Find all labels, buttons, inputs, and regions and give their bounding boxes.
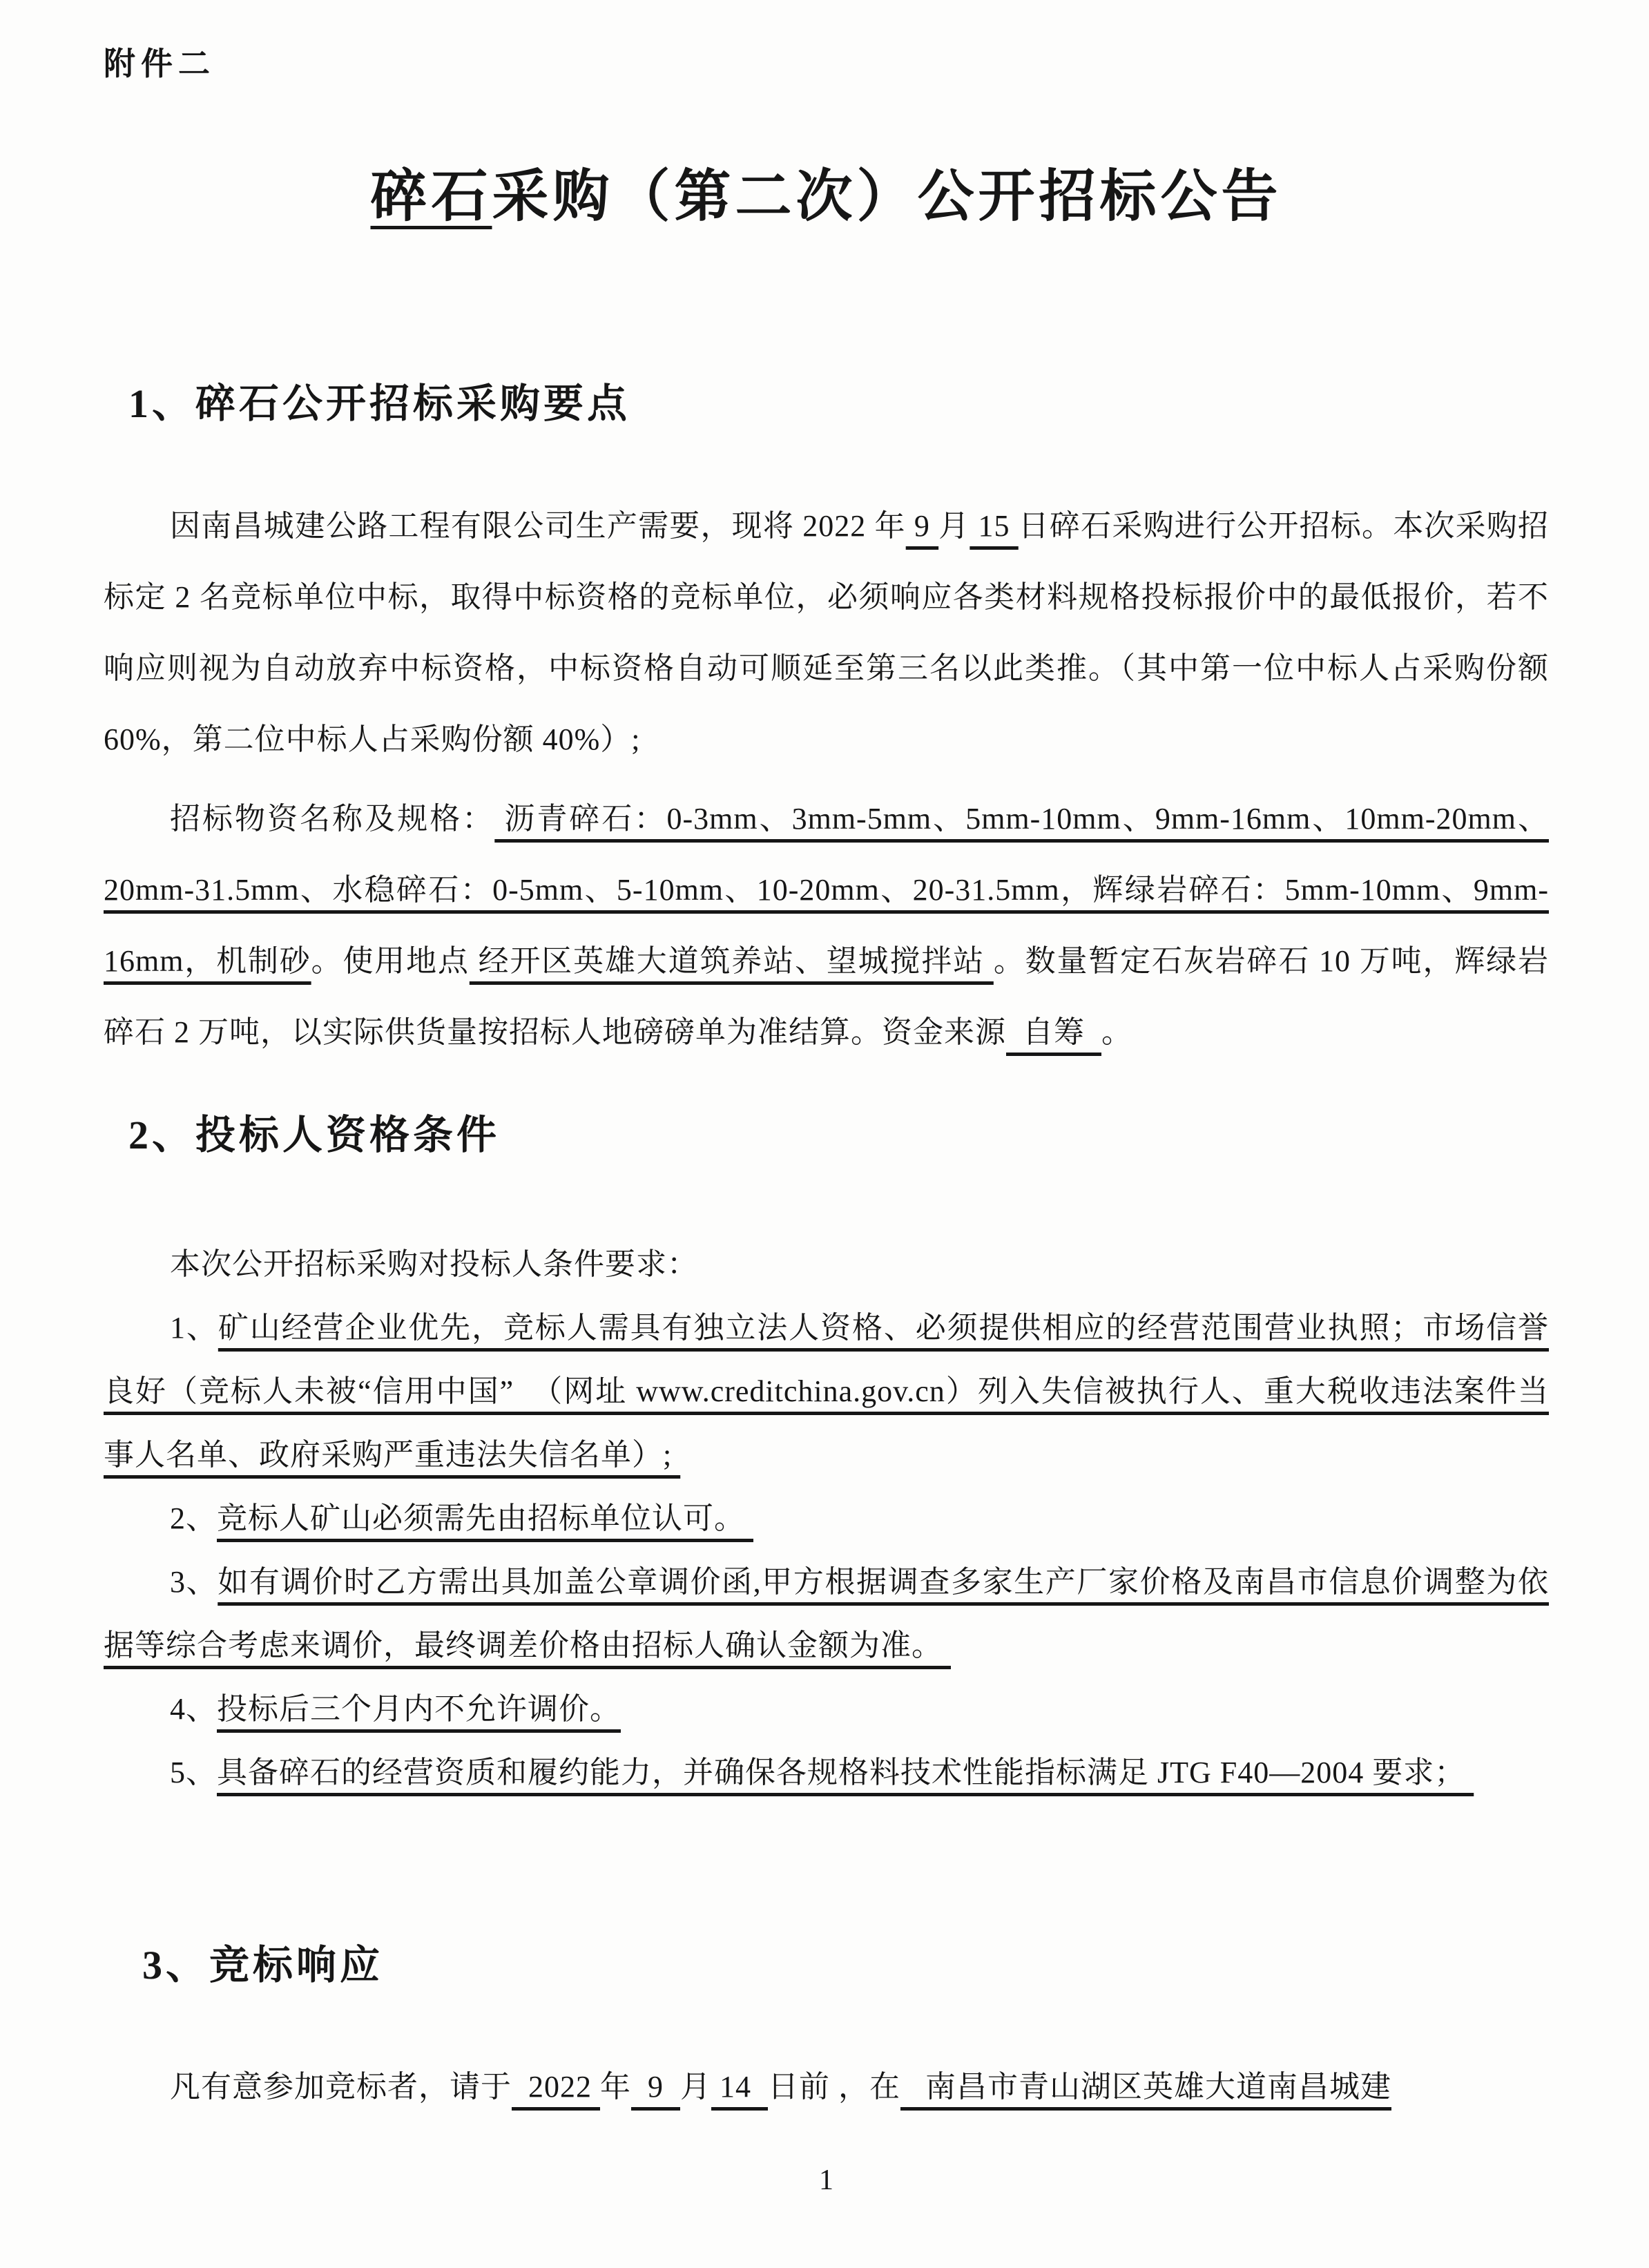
underlined-text: 9: [905, 508, 939, 543]
section-1-intro-paragraph: [104, 490, 1549, 775]
text-run: 。: [1101, 1015, 1132, 1049]
text-run: 4、: [170, 1692, 217, 1727]
bidder-requirements-lead: [104, 1233, 1549, 1296]
text-run: 。数量暂定石灰岩碎石 10 万吨，辉绿岩碎石 2 万吨，以实际供货量按招标人地磅磅单为准结算。资金来源: [104, 943, 1550, 1049]
requirement-item-2: [104, 1487, 1549, 1550]
underlined-text: 竞标人矿山必须需先由招标单位认可。: [217, 1501, 753, 1536]
document-title: [124, 162, 1528, 233]
text-run: 本次公开招标采购对投标人条件要求：: [170, 1247, 698, 1282]
section-1-spec-paragraph: [104, 783, 1549, 1068]
attachment-label: 附件二: [104, 46, 215, 81]
underlined-text: 沥青碎石：0-3mm、3mm-5mm、5mm-10mm、9mm-16mm、10mm-20mm、20mm-31.5mm、水稳碎石：0-5mm、5-10mm、10-20mm、20-31.5mm，辉绿岩碎石：5mm-10mm、9mm-16mm，机制砂: [104, 801, 1549, 978]
underlined-text: 2022: [512, 2069, 600, 2104]
underlined-text: 南昌市青山湖区英雄大道南昌城建: [900, 2069, 1391, 2104]
text-run: 3、: [170, 1565, 218, 1599]
bid-response-paragraph: [104, 2051, 1549, 2122]
text-run: 2、: [170, 1501, 217, 1536]
underlined-text: 投标后三个月内不允许调价。: [217, 1692, 621, 1727]
text-run: 月: [680, 2069, 711, 2104]
text-run: 采购（第二次）公开招标公告: [492, 165, 1282, 228]
underlined-text: 如有调价时乙方需出具加盖公章调价函,甲方根据调查多家生产厂家价格及南昌市信息价调整为依据等综合考虑来调价，最终调差价格由招标人确认金额为准。: [104, 1565, 1550, 1663]
underlined-text: 碎石: [370, 165, 492, 228]
requirement-item-4: [104, 1678, 1549, 1741]
section-2-heading: 2、投标人资格条件: [128, 1112, 501, 1157]
text-run: 日碎石采购进行公开招标。本次采购招标定 2 名竞标单位中标，取得中标资格的竞标单位，必须响应各类材料规格投标报价中的最低报价，若不响应则视为自动放弃中标资格，中标资格自动可顺延至第三名以此类推。（其中第一位中标人占采购份额 60%，第二位中标人占采购份额 40%）;: [104, 508, 1550, 756]
underlined-text: 具备碎石的经营资质和履约能力，并确保各规格料技术性能指标满足 JTG F40—2004 要求；: [217, 1756, 1474, 1790]
text-run: 月: [938, 508, 970, 543]
requirement-item-5: [104, 1741, 1549, 1805]
underlined-text: 自筹: [1006, 1015, 1101, 1049]
text-run: 日前 ，在: [768, 2069, 900, 2104]
underlined-text: 9: [631, 2069, 680, 2104]
text-run: 5、: [170, 1756, 217, 1790]
page-number: 1: [819, 2164, 833, 2196]
text-run: 凡有意参加竞标者，请于: [170, 2069, 512, 2104]
section-3-heading: 3、竞标响应: [142, 1943, 384, 1988]
text-run: 招标物资名称及规格：: [170, 801, 495, 836]
text-run: 因南昌城建公路工程有限公司生产需要，现将 2022 年: [170, 508, 906, 543]
text-run: 1、: [170, 1311, 218, 1345]
section-1-heading: 1、碎石公开招标采购要点: [128, 381, 631, 426]
underlined-text: 14: [711, 2069, 768, 2104]
requirement-item-3: [104, 1550, 1549, 1678]
text-run: 。使用地点: [311, 943, 470, 978]
requirement-item-1: [104, 1296, 1549, 1487]
underlined-text: 15: [970, 508, 1019, 543]
underlined-text: 经开区英雄大道筑养站、望城搅拌站: [469, 943, 994, 978]
text-run: 年: [600, 2069, 631, 2104]
underlined-text: 矿山经营企业优先，竞标人需具有独立法人资格、必须提供相应的经营范围营业执照；市场信誉良好（竞标人未被“信用中国” （网址 www.creditchina.gov.cn）列入失信被执行人、重大税收违法案件当事人名单、政府采购严重违法失信名单）;: [104, 1311, 1550, 1472]
